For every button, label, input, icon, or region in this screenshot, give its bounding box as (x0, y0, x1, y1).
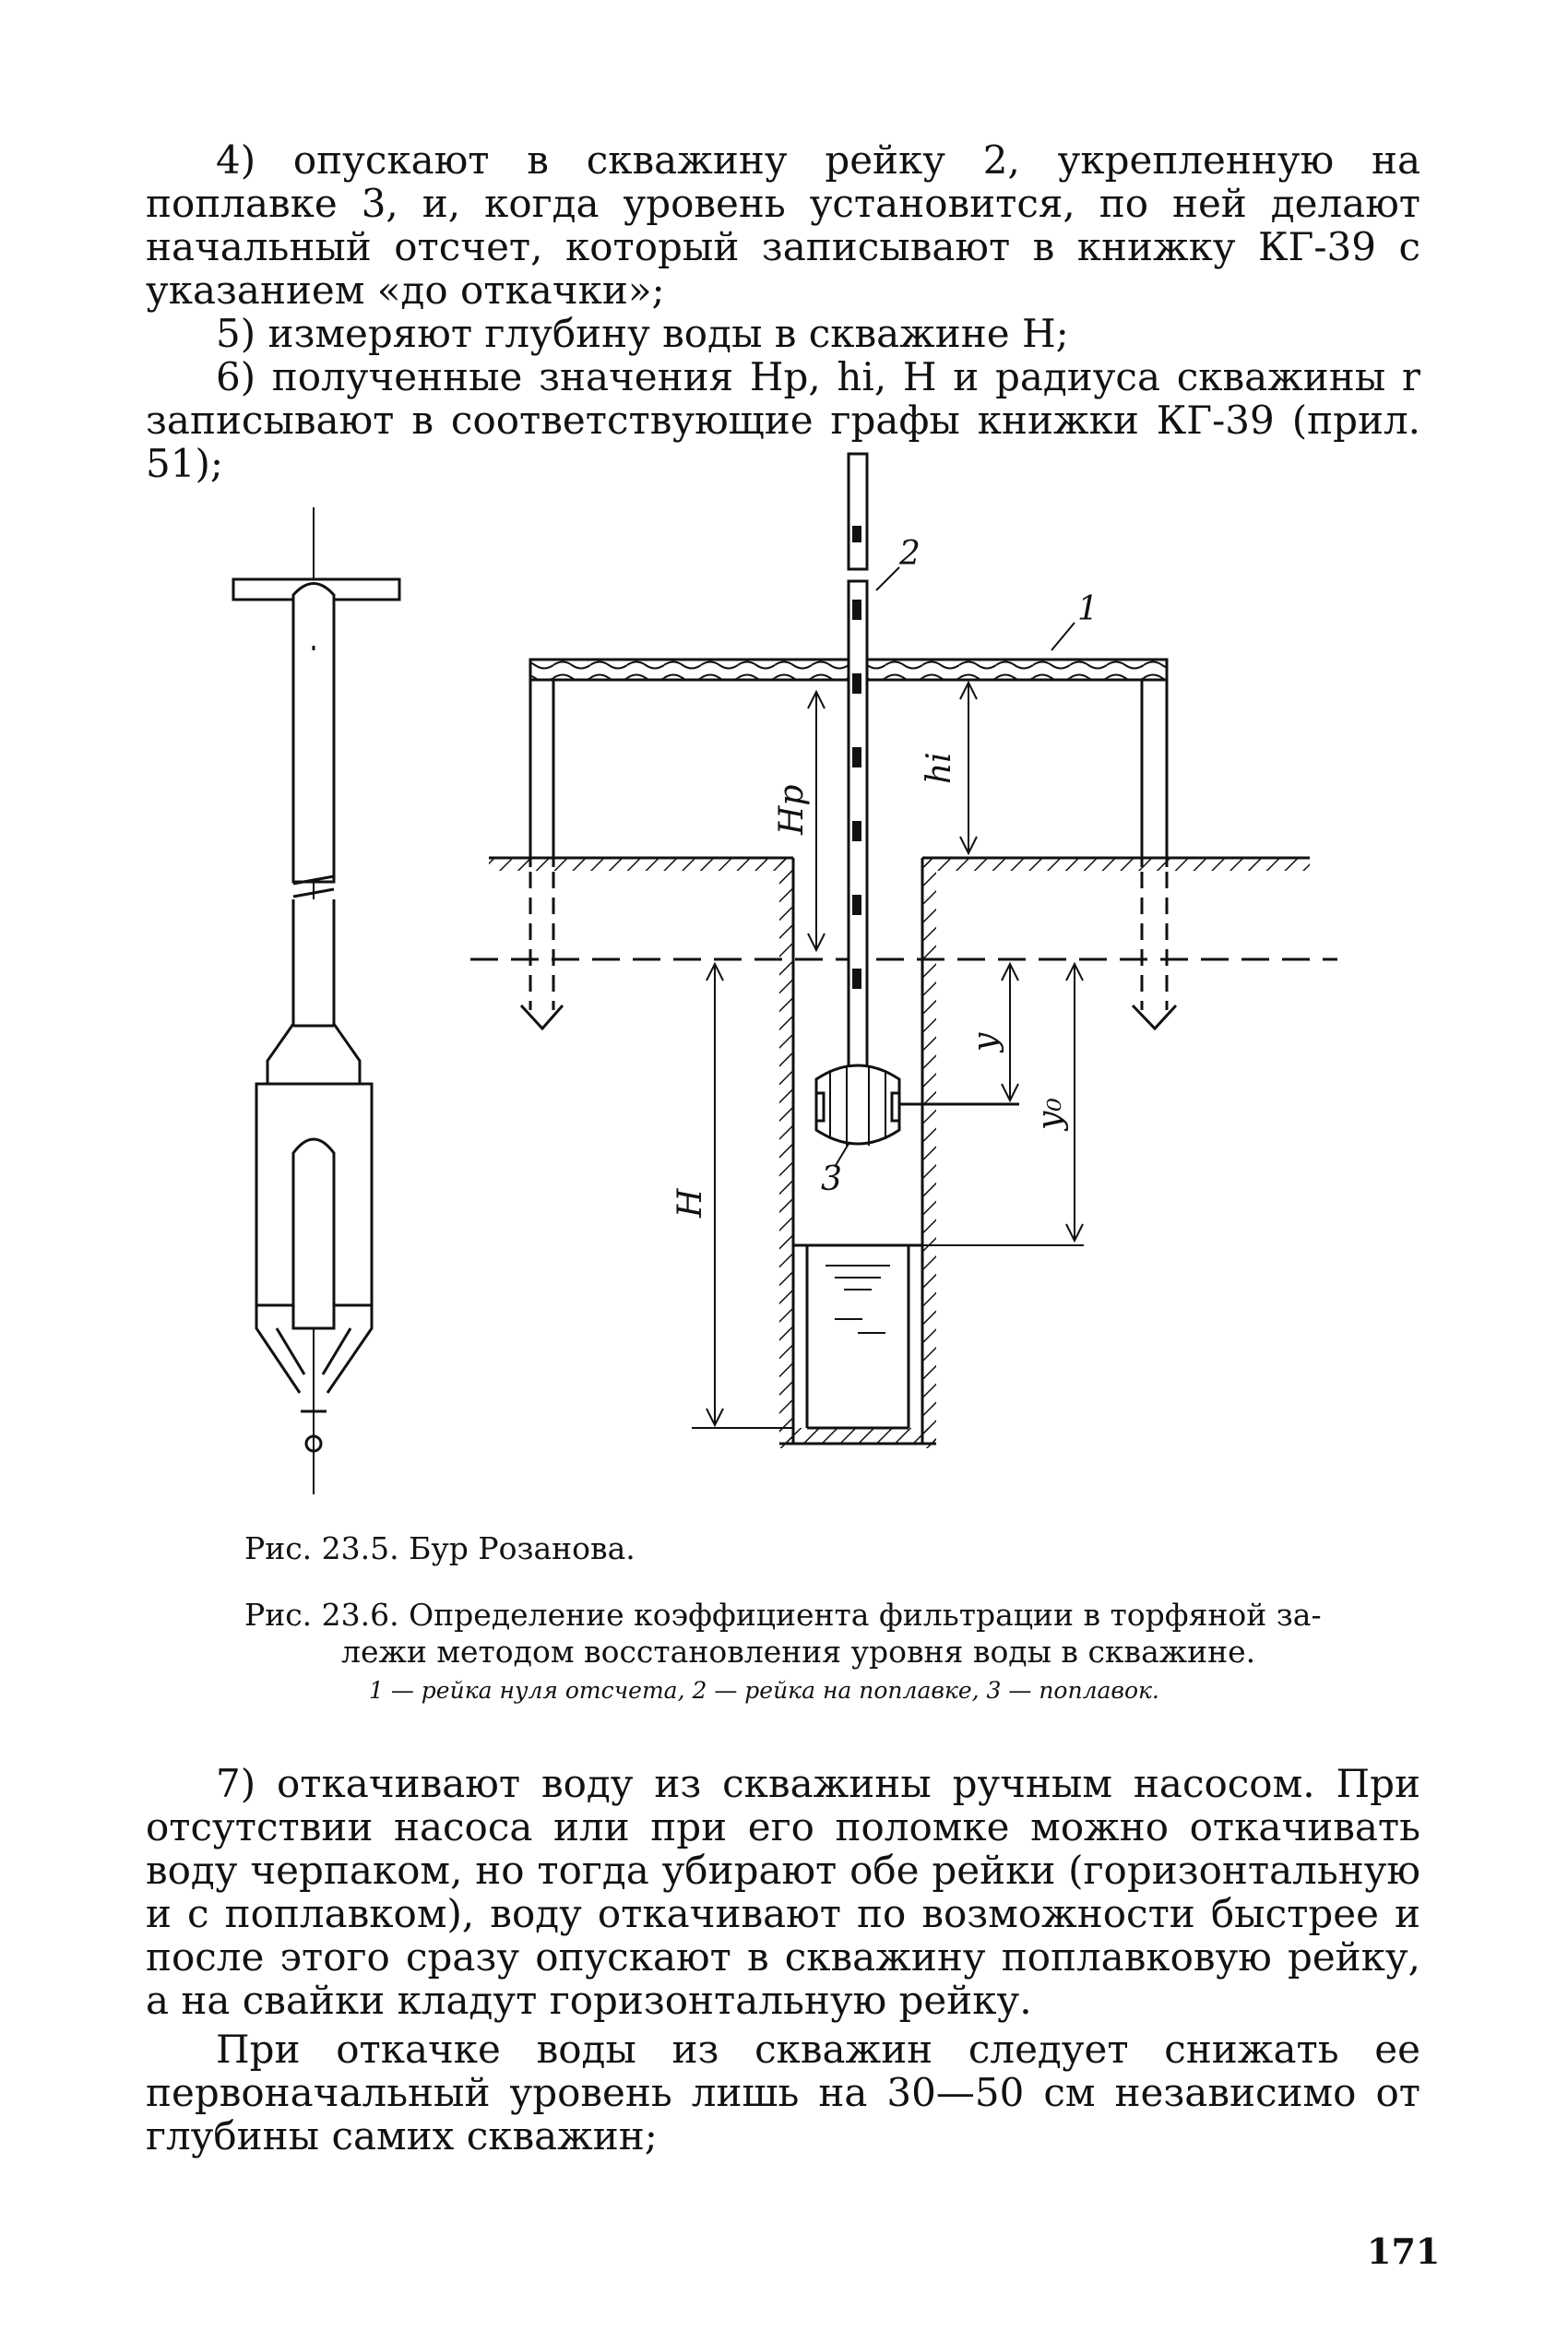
page-number: 171 (1367, 2230, 1441, 2272)
paragraph-step-4: 4) опускают в скважину рейку 2, укрепленную на поплавке 3, и, когда уровень установится, по ней делают начальный отсчет, который записывают в книжку КГ-39 с указанием «до откачки»; (146, 137, 1420, 313)
caption-fig-23-6-line2: лежи методом восстановления уровня воды в скважине. (341, 1634, 1256, 1670)
well-diagram (470, 454, 1337, 1448)
label-rail-1: 1 (1077, 590, 1099, 628)
caption-fig-23-5: Рис. 23.5. Бур Розанова. (244, 1530, 636, 1566)
label-y0: y₀ (1031, 1098, 1069, 1130)
caption-fig-23-6-line1: Рис. 23.6. Определение коэффициента фильтрации в торфяной за- (244, 1597, 1322, 1633)
caption-fig-23-6-legend: 1 — рейка нуля отсчета, 2 — рейка на поплавке, 3 — поплавок. (369, 1677, 1159, 1704)
paragraph-pumping-note: При откачке воды из скважин следует снижать ее первоначальный уровень лишь на 30—50 см независимо от глубины самих скважин; (146, 2027, 1420, 2159)
auger-drawing (233, 507, 399, 1494)
paragraph-step-5: 5) измеряют глубину воды в скважине H; (216, 311, 1069, 356)
paragraph-step-6: 6) полученные значения Hp, hi, H и радиуса скважины r записывают в соответствующие графы книжки КГ-39 (прил. 51); (146, 354, 1420, 486)
label-staff-2: 2 (899, 535, 921, 573)
label-float-3: 3 (821, 1160, 842, 1198)
label-y: y (967, 1032, 1004, 1052)
bottom-text-block (146, 1762, 1420, 2158)
label-H: H (671, 1188, 709, 1218)
label-hi: hi (921, 752, 958, 784)
paragraph-step-7: 7) откачивают воду из скважины ручным насосом. При отсутствии насоса или при его поломке можно откачивать воду черпаком, но тогда убирают обе рейки (горизонтальную и с поплавком), воду откачивают по возможности быстрее и после этого сразу опускают в скважину поплавковую рейку, а на свайки кладут горизонтальную рейку. (146, 1761, 1420, 2023)
label-Hp: Hp (773, 784, 811, 835)
